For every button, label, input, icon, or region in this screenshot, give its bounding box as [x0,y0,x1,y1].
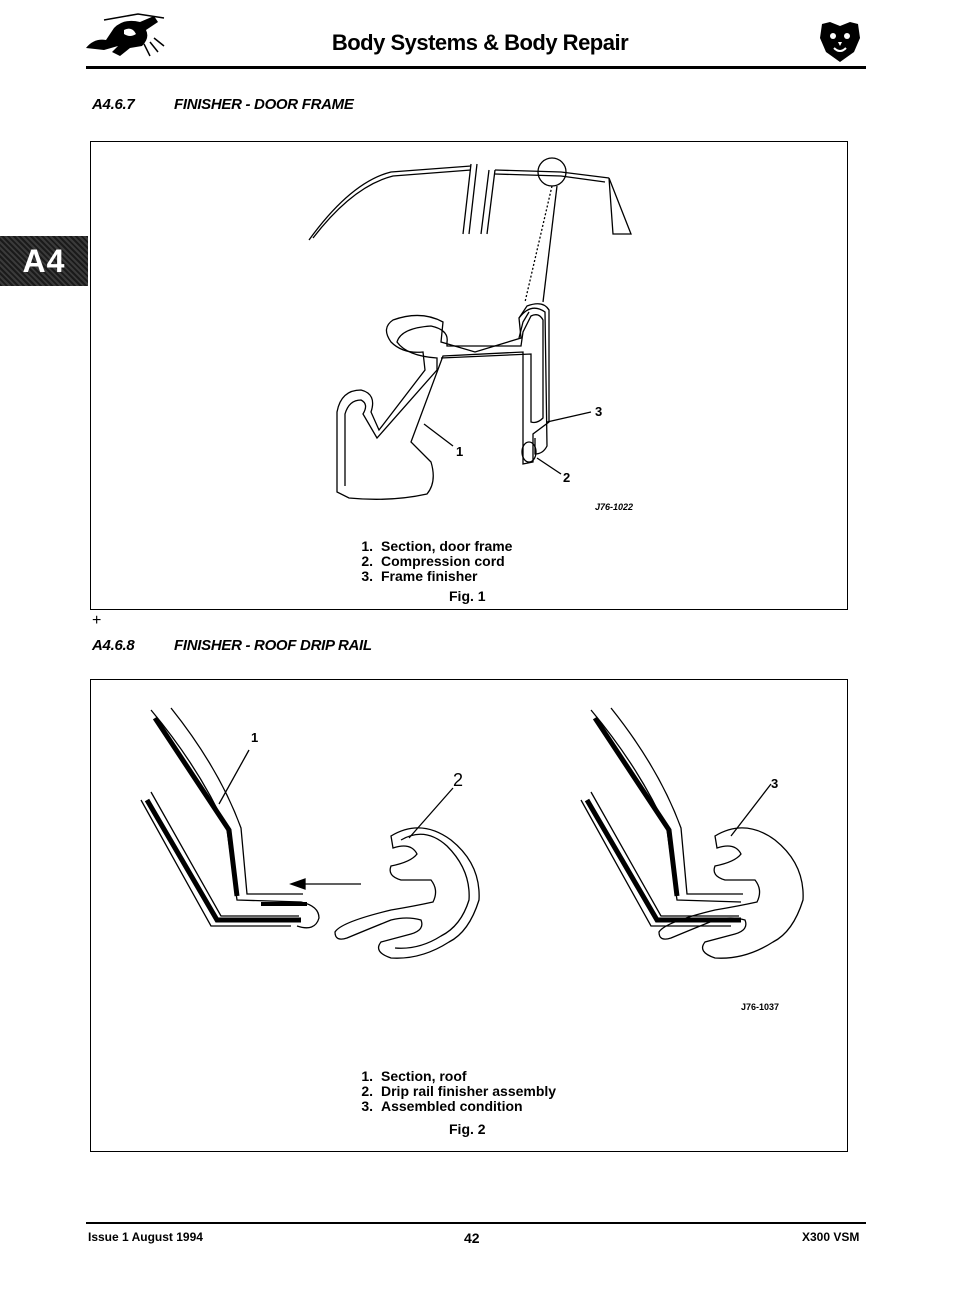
figure-legend [345,539,512,584]
plus-mark: + [92,612,102,629]
footer-rule [86,1222,866,1224]
section-number: A4.6.8 [92,637,135,654]
legend-item: 3. Assembled condition [361,1098,523,1114]
callout-2: 2 [453,770,464,790]
section-title: FINISHER - DOOR FRAME [174,96,354,113]
figure-legend [345,1069,556,1114]
section-heading-2 [92,637,372,654]
legend-item: 2. Drip rail finisher assembly [361,1083,557,1099]
legend-item: 3. Frame finisher [361,568,478,584]
footer-issue: Issue 1 August 1994 [88,1230,203,1244]
callout-3: 3 [771,776,779,791]
figure-2-frame [90,679,848,1152]
figure-caption: Fig. 2 [449,1121,486,1137]
page-number: 42 [464,1230,480,1246]
footer-manual: X300 VSM [802,1230,860,1244]
callout-1: 1 [251,730,259,745]
figure-caption: Fig. 1 [449,588,486,604]
legend-item: 1. Section, door frame [361,538,513,554]
drawing-code: J76-1037 [741,1002,780,1012]
jaguar-head-icon [816,18,864,66]
callout-2: 2 [563,470,571,485]
section-title: FINISHER - ROOF DRIP RAIL [174,637,372,654]
roof-drip-rail-illustration [91,680,847,1000]
door-frame-section-illustration [91,142,847,522]
legend-item: 1. Section, roof [361,1068,467,1084]
page-title: Body Systems & Body Repair [331,30,629,55]
callout-3: 3 [595,404,603,419]
legend-item: 2. Compression cord [361,553,505,569]
section-number: A4.6.7 [92,96,135,113]
header-rule [86,66,866,69]
section-tab-a4: A4 [0,236,88,286]
drawing-code: J76-1022 [595,502,634,512]
section-heading-1 [92,96,354,113]
figure-1-frame [90,141,848,610]
callout-1: 1 [456,444,464,459]
